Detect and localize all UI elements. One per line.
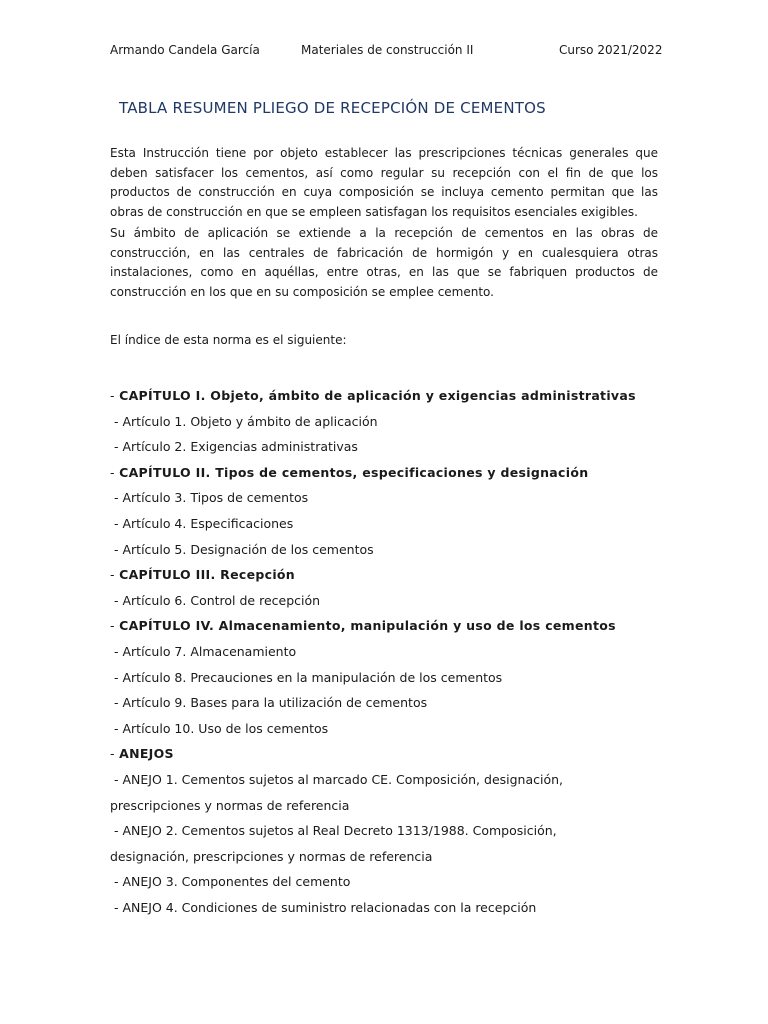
- toc-item: - Artículo 4. Especificaciones: [114, 515, 294, 531]
- toc-chapter-label: CAPÍTULO III. Recepción: [119, 567, 295, 583]
- toc-item: - Artículo 1. Objeto y ámbito de aplicación: [114, 413, 378, 429]
- header-course: Curso 2021/2022: [559, 43, 663, 57]
- toc-chapter: [110, 562, 670, 588]
- document-title: TABLA RESUMEN PLIEGO DE RECEPCIÓN DE CEMENTOS: [119, 99, 546, 117]
- toc-dash: -: [110, 618, 120, 634]
- page-header: [0, 43, 768, 61]
- toc-item: - Artículo 9. Bases para la utilización de cementos: [114, 695, 428, 711]
- toc-item: - Artículo 3. Tipos de cementos: [114, 490, 309, 506]
- toc-chapter-label: CAPÍTULO I. Objeto, ámbito de aplicación y exigencias administrativas: [119, 388, 636, 403]
- header-subject: Materiales de construcción II: [301, 43, 474, 57]
- toc-dash: -: [110, 464, 120, 480]
- toc-dash: -: [110, 388, 120, 403]
- toc-chapter: [110, 383, 670, 409]
- toc-chapter: [110, 613, 670, 639]
- toc-chapter-label: ANEJOS: [119, 746, 174, 762]
- toc-item: - ANEJO 3. Componentes del cemento: [114, 874, 351, 890]
- intro-paragraph: Esta Instrucción tiene por objeto establecer las prescripciones técnicas generales que deben satisfacer los cementos, así como regular su recepción con el fin de que los productos de construcción en cuya composición se incluya cemento permitan que las obras de construcción en que se empleen satisfagan los requisitos esenciales exigibles.: [110, 146, 658, 219]
- toc-chapter: [110, 460, 670, 486]
- toc-item-continuation: designación, prescripciones y normas de referencia: [110, 848, 433, 864]
- toc-item: - Artículo 5. Designación de los cementos: [114, 541, 374, 557]
- header-author: Armando Candela García: [110, 43, 260, 57]
- toc-item: - Artículo 8. Precauciones en la manipulación de los cementos: [114, 669, 503, 685]
- table-of-contents: [110, 383, 670, 920]
- scope-paragraph: Su ámbito de aplicación se extiende a la recepción de cementos en las obras de construcción, en las centrales de fabricación de hormigón y en cualesquiera otras instalaciones, como en aquéllas, entre otras, en las que se fabriquen productos de construcción en los que en su composición se emplee cemento.: [110, 226, 658, 299]
- toc-item: - ANEJO 4. Condiciones de suministro relacionadas con la recepción: [114, 899, 537, 915]
- toc-item: - Artículo 2. Exigencias administrativas: [114, 439, 358, 455]
- index-intro: El índice de esta norma es el siguiente:: [110, 333, 347, 347]
- toc-item: - ANEJO 2. Cementos sujetos al Real Decreto 1313/1988. Composición,: [114, 823, 557, 839]
- toc-item-continuation: prescripciones y normas de referencia: [110, 797, 350, 813]
- toc-dash: -: [110, 567, 120, 583]
- toc-chapter: [110, 741, 670, 767]
- toc-chapter-label: CAPÍTULO II. Tipos de cementos, especificaciones y designación: [119, 464, 589, 480]
- toc-item: - ANEJO 1. Cementos sujetos al marcado CE. Composición, designación,: [114, 771, 564, 787]
- toc-item: - Artículo 7. Almacenamiento: [114, 643, 297, 659]
- toc-item: - Artículo 6. Control de recepción: [114, 592, 321, 608]
- toc-chapter-label: CAPÍTULO IV. Almacenamiento, manipulación y uso de los cementos: [119, 618, 616, 634]
- toc-dash: -: [110, 746, 120, 762]
- toc-item: - Artículo 10. Uso de los cementos: [114, 720, 329, 736]
